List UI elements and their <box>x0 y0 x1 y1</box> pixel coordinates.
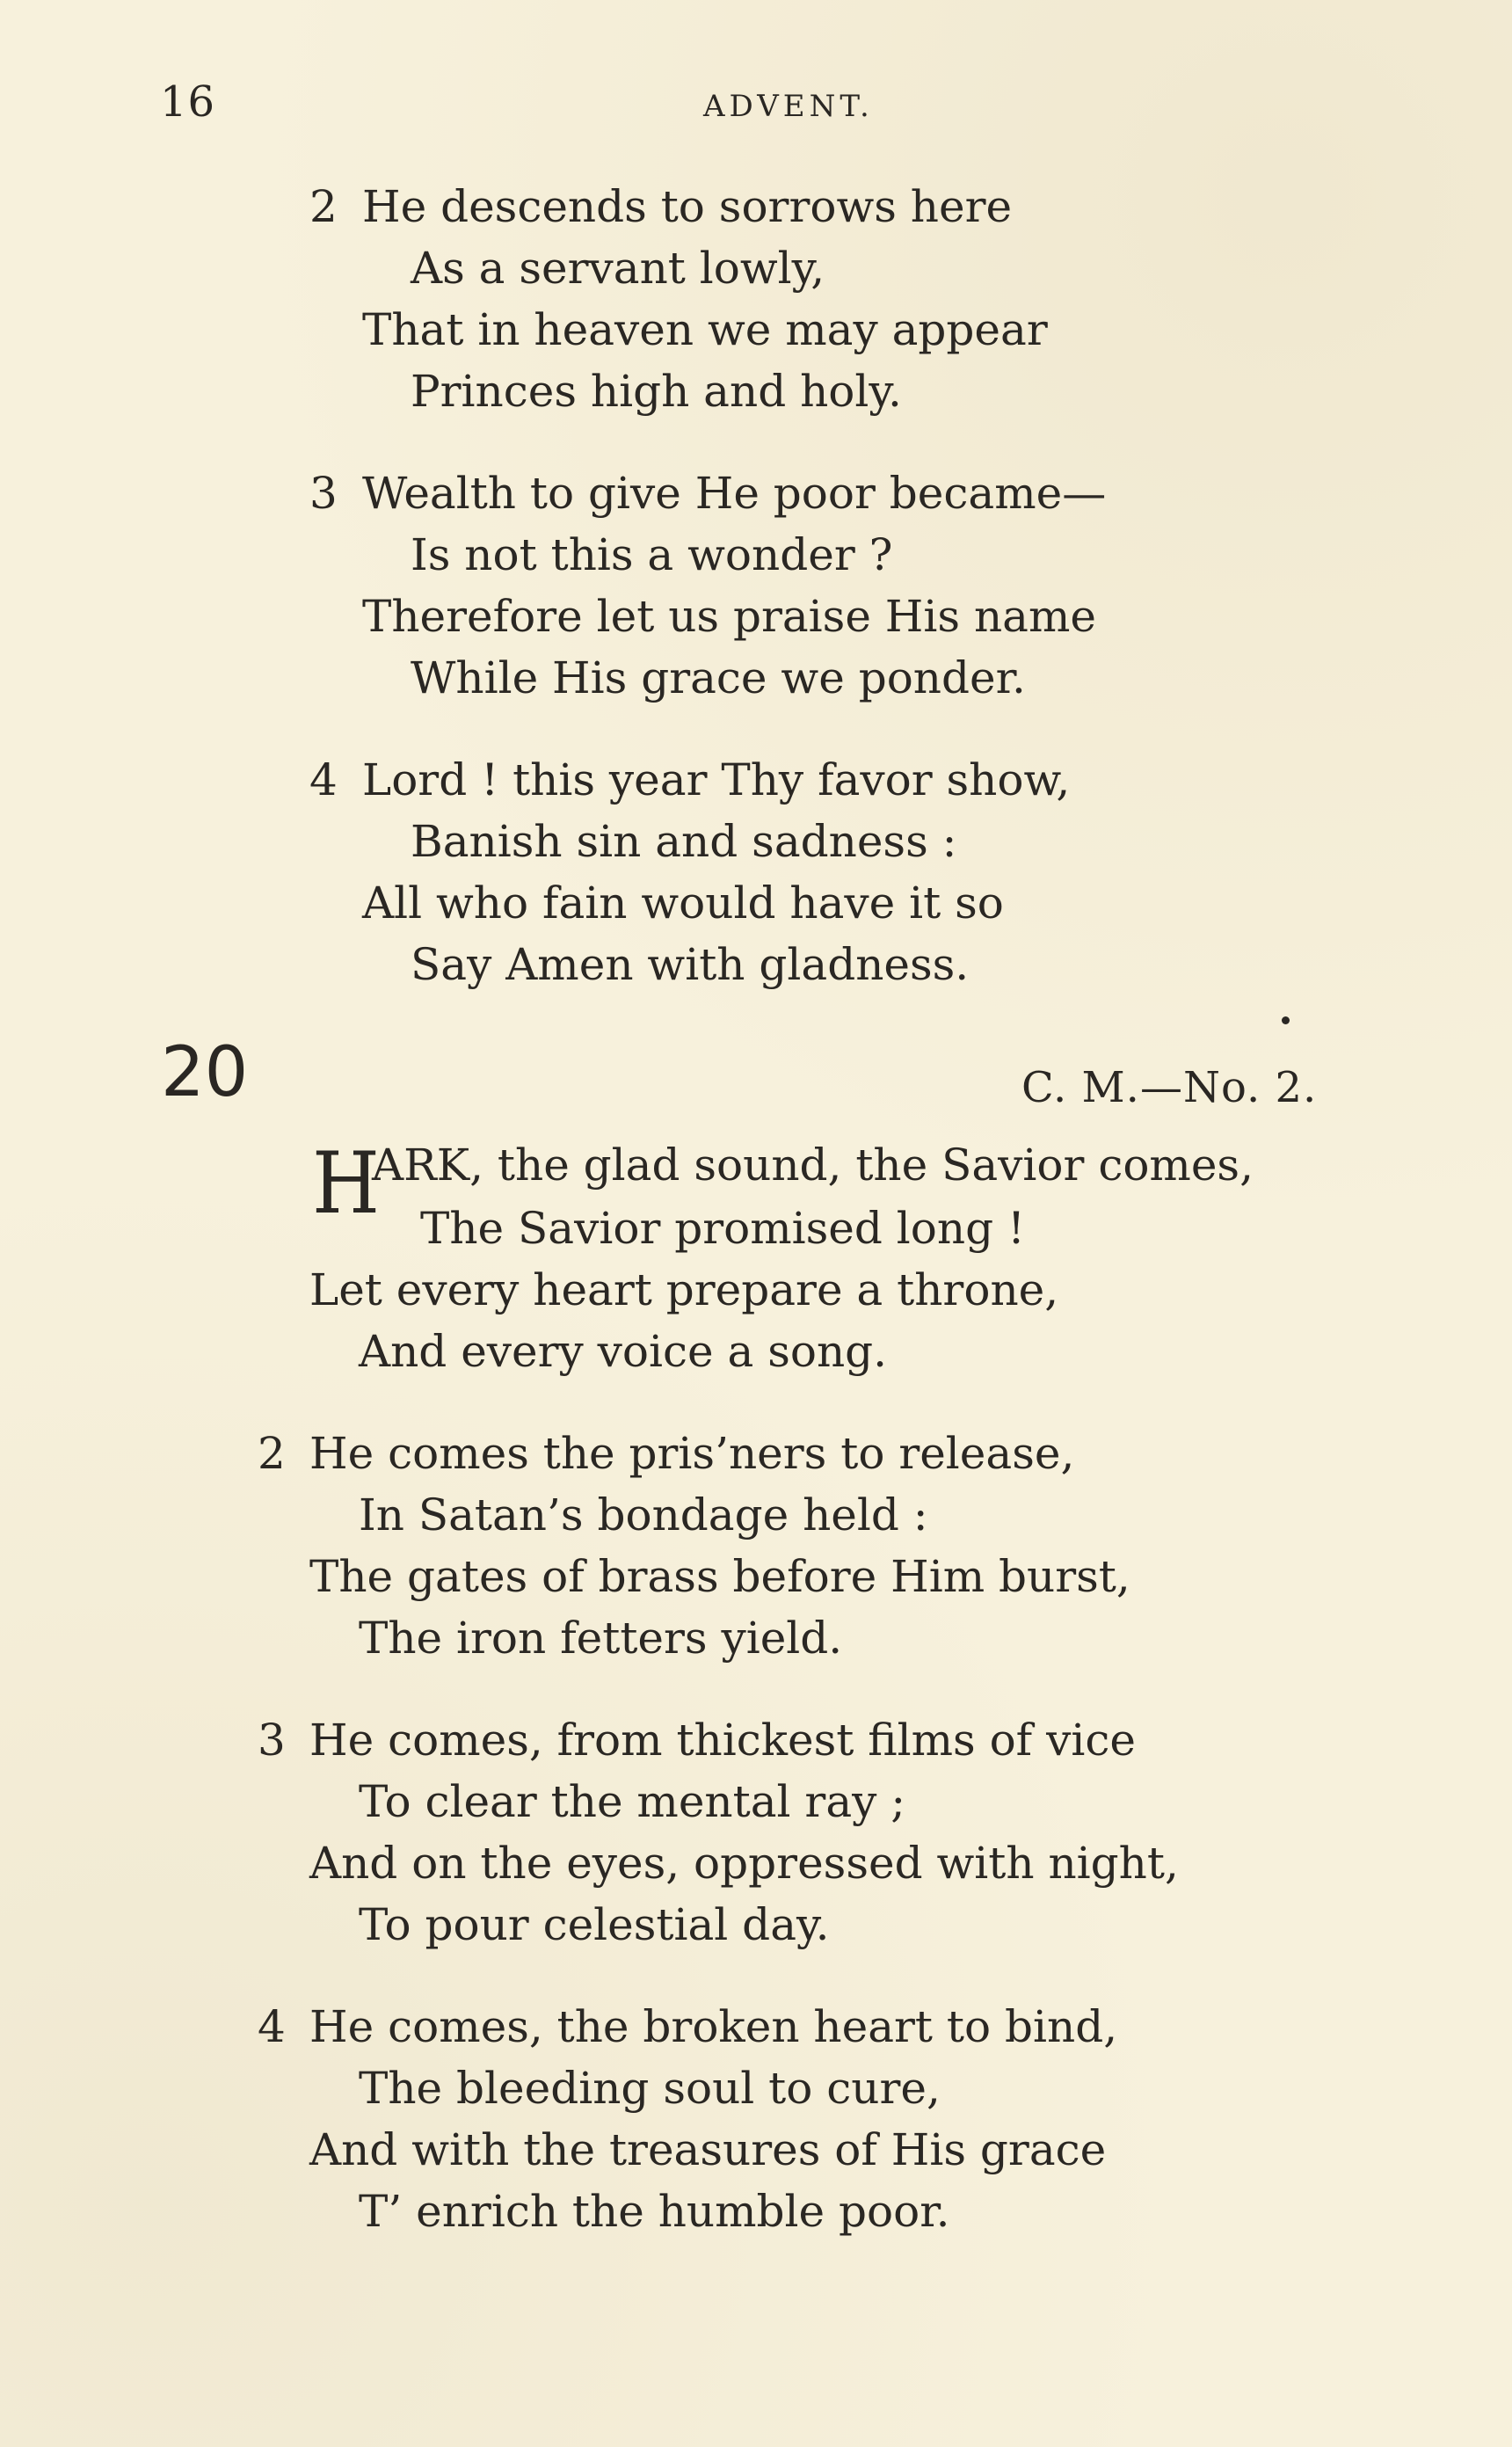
verse-line: He descends to sorrows here <box>362 181 1013 232</box>
verse-line: Banish sin and sadness : <box>411 816 957 867</box>
verse-line: He comes the pris’ners to release, <box>309 1428 1075 1479</box>
verse-line: T’ enrich the humble poor. <box>359 2186 950 2237</box>
verse-line: As a servant lowly, <box>411 243 825 294</box>
verse-line: The bleeding soul to cure, <box>359 2063 941 2114</box>
verse-line: To pour celestial day. <box>359 1899 830 1950</box>
verse-number: 3 <box>258 1715 286 1766</box>
verse-line: And every voice a song. <box>359 1326 888 1377</box>
verse-line: Say Amen with gladness. <box>411 939 970 990</box>
ornament-dot <box>1282 1016 1290 1024</box>
drop-cap: H <box>312 1134 381 1233</box>
verse-line: The iron fetters yield. <box>359 1613 843 1664</box>
verse-number: 2 <box>258 1428 286 1479</box>
section-title: ADVENT. <box>703 89 874 124</box>
verse-line: Princes high and holy. <box>411 366 902 417</box>
verse-number: 3 <box>309 468 338 519</box>
verse-line: He comes, from thickest films of vice <box>309 1715 1136 1766</box>
verse-number: 2 <box>309 181 338 232</box>
verse-line: Let every heart prepare a throne, <box>309 1264 1059 1315</box>
page-number: 16 <box>160 77 216 127</box>
verse-line: He comes, the broken heart to bind, <box>309 2001 1118 2052</box>
hymn-meter: C. M.—No. 2. <box>1021 1063 1318 1112</box>
hymn-number: 20 <box>161 1033 249 1112</box>
verse-line: And on the eyes, oppressed with night, <box>309 1838 1179 1889</box>
verse-line: To clear the mental ray ; <box>359 1776 906 1827</box>
verse-line: Wealth to give He poor became— <box>362 468 1107 519</box>
verse-number: 4 <box>309 754 338 805</box>
verse-line: Is not this a wonder ? <box>411 529 893 580</box>
verse-number: 4 <box>258 2001 286 2052</box>
verse-line: In Satan’s bondage held : <box>359 1489 928 1540</box>
verse-line: All who fain would have it so <box>362 878 1004 929</box>
verse-line: That in heaven we may appear <box>362 304 1048 355</box>
verse-line: Therefore let us praise His name <box>362 591 1096 642</box>
verse-line: The Savior promised long ! <box>420 1203 1026 1254</box>
verse-line: The gates of brass before Him burst, <box>309 1551 1130 1602</box>
verse-line: And with the treasures of His grace <box>309 2124 1107 2175</box>
verse-line: Lord ! this year Thy favor show, <box>362 754 1071 805</box>
verse-line: While His grace we ponder. <box>411 652 1026 703</box>
verse-line: ARK, the glad sound, the Savior comes, <box>372 1140 1254 1191</box>
